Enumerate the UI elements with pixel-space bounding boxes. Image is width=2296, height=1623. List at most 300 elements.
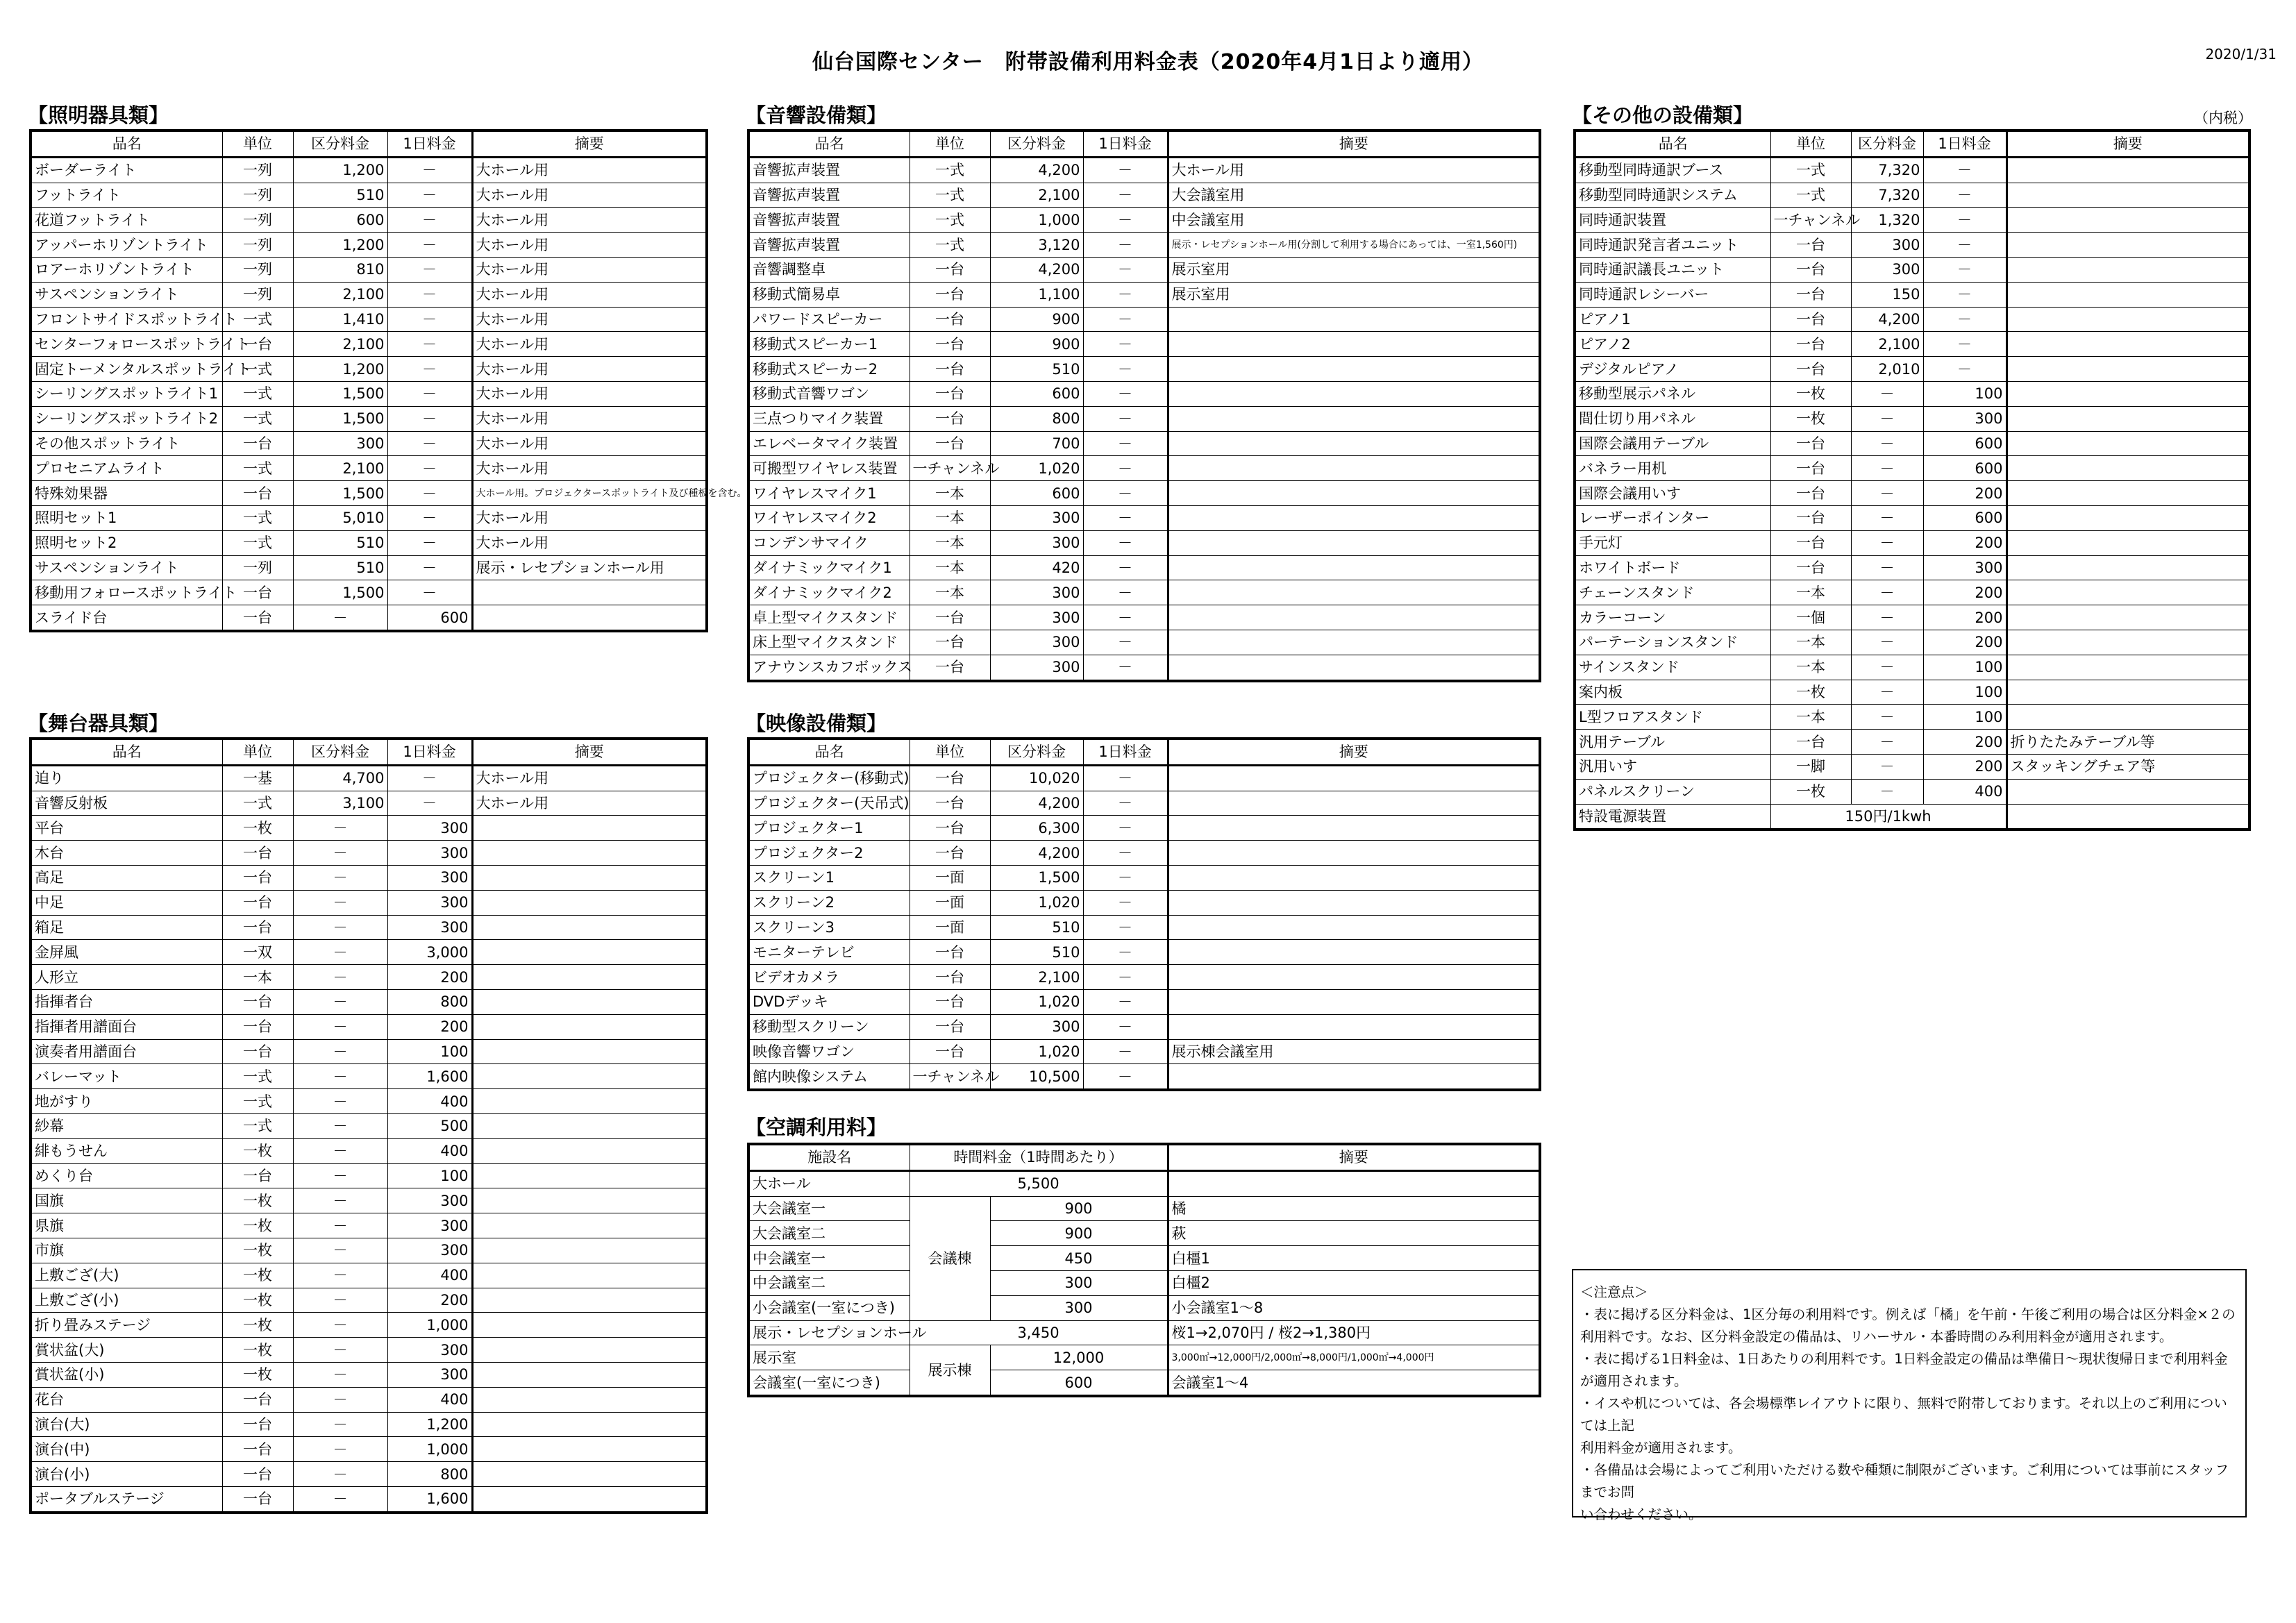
unit-cell: 一台 <box>910 989 990 1014</box>
item-name-cell: DVDデッキ <box>748 989 910 1014</box>
day-fee-cell: － <box>1923 282 2006 307</box>
table-row <box>748 1295 1540 1320</box>
table-row <box>31 307 707 332</box>
day-fee-cell: － <box>1083 915 1168 940</box>
unit-cell: 一台 <box>910 431 990 456</box>
notes-lines <box>1580 1304 2238 1526</box>
day-fee-cell: 300 <box>387 1338 472 1363</box>
unit-cell: 一式 <box>222 1113 293 1138</box>
day-fee-cell: － <box>1083 655 1168 680</box>
item-name-cell: 照明セット1 <box>31 505 222 530</box>
item-name-cell: 移動型展示パネル <box>1575 381 1770 406</box>
unit-cell: 一台 <box>1770 233 1851 258</box>
table-row <box>31 1089 707 1114</box>
facility-cell: 大会議室一 <box>748 1196 910 1221</box>
column-header: 摘要 <box>1168 1144 1540 1170</box>
sound-table <box>747 129 1541 682</box>
remarks-cell: 展示室用 <box>1168 282 1540 307</box>
table-row <box>748 791 1540 816</box>
unit-cell: 一台 <box>1770 307 1851 332</box>
remarks-cell: 展示・レセプションホール用(分割して利用する場合にあっては、一室1,560円) <box>1168 233 1540 258</box>
unit-cell: 一台 <box>222 580 293 605</box>
table-row <box>1575 754 2249 779</box>
unit-cell: 一個 <box>1770 605 1851 630</box>
item-name-cell: パーテーションスタンド <box>1575 630 1770 655</box>
column-header: 単位 <box>910 131 990 157</box>
day-fee-cell: 600 <box>1923 456 2006 481</box>
item-name-cell: 同時通訳装置 <box>1575 208 1770 233</box>
item-name-cell: 指揮者台 <box>31 989 222 1014</box>
day-fee-cell: － <box>1083 381 1168 406</box>
item-name-cell: 平台 <box>31 816 222 841</box>
column-header: 区分料金 <box>293 131 387 157</box>
unit-cell: 一台 <box>910 965 990 990</box>
table-row <box>1575 580 2249 605</box>
section-fee-cell: － <box>1851 779 1923 804</box>
column-header: 摘要 <box>2006 131 2249 157</box>
section-fee-cell: 2,100 <box>990 183 1083 208</box>
section-fee-cell: － <box>293 865 387 890</box>
remarks-cell <box>2006 456 2249 481</box>
unit-cell: 一台 <box>910 257 990 282</box>
sound-section-title: 【音響設備類】 <box>746 103 887 127</box>
day-fee-cell: 200 <box>387 965 472 990</box>
column-header: 1日料金 <box>1083 131 1168 157</box>
remarks-cell: 大ホール用 <box>472 183 707 208</box>
facility-cell: 中会議室二 <box>748 1270 910 1295</box>
item-name-cell: 移動式スピーカー1 <box>748 332 910 357</box>
unit-cell: 一台 <box>222 1412 293 1437</box>
unit-cell: 一台 <box>910 630 990 655</box>
day-fee-cell: 800 <box>387 989 472 1014</box>
table-header-row <box>748 739 1540 765</box>
table-row <box>1575 381 2249 406</box>
unit-cell: 一チャンネル <box>910 1064 990 1090</box>
section-fee-cell: － <box>293 1486 387 1512</box>
remarks-cell <box>1168 357 1540 382</box>
day-fee-cell: 300 <box>387 1213 472 1238</box>
remarks-cell <box>1168 381 1540 406</box>
document-date: 2020/1/31 <box>2205 46 2277 62</box>
day-fee-cell: － <box>1923 307 2006 332</box>
day-fee-cell: 400 <box>387 1263 472 1288</box>
day-fee-cell: 300 <box>1923 406 2006 431</box>
section-fee-cell: 300 <box>1851 257 1923 282</box>
day-fee-cell: － <box>387 431 472 456</box>
item-name-cell: 音響拡声装置 <box>748 208 910 233</box>
item-name-cell: 賞状盆(小) <box>31 1362 222 1387</box>
table-row <box>748 357 1540 382</box>
table-row <box>1575 307 2249 332</box>
table-row <box>748 505 1540 530</box>
unit-cell: 一台 <box>910 357 990 382</box>
day-fee-cell: － <box>1083 357 1168 382</box>
item-name-cell: 特殊効果器 <box>31 481 222 506</box>
remarks-cell <box>472 1163 707 1188</box>
table-row <box>748 630 1540 655</box>
table-row <box>31 555 707 580</box>
table-row <box>31 765 707 791</box>
section-fee-cell: － <box>293 1064 387 1089</box>
table-row <box>31 1486 707 1512</box>
building-cell: 展示棟 <box>910 1345 990 1396</box>
column-header: 単位 <box>222 739 293 765</box>
unit-cell: 一台 <box>910 605 990 630</box>
unit-cell: 一台 <box>910 791 990 816</box>
item-name-cell: 指揮者用譜面台 <box>31 1014 222 1039</box>
unit-cell: 一枚 <box>222 1238 293 1263</box>
column-header: 1日料金 <box>387 739 472 765</box>
column-header: 1日料金 <box>387 131 472 157</box>
column-header: 摘要 <box>1168 131 1540 157</box>
column-header: 1日料金 <box>1923 131 2006 157</box>
unit-cell: 一式 <box>222 406 293 431</box>
unit-cell: 一枚 <box>1770 381 1851 406</box>
section-fee-cell: 4,200 <box>990 257 1083 282</box>
remarks-cell <box>472 1263 707 1288</box>
facility-cell: 展示・レセプションホール <box>748 1320 910 1345</box>
table-row <box>31 1362 707 1387</box>
day-fee-cell: － <box>1923 157 2006 183</box>
table-row <box>31 1138 707 1163</box>
unit-cell: 一枚 <box>222 1313 293 1338</box>
table-row <box>748 431 1540 456</box>
remarks-cell <box>472 915 707 940</box>
remarks-cell <box>1168 456 1540 481</box>
unit-cell: 一台 <box>910 816 990 841</box>
day-fee-cell: 400 <box>387 1089 472 1114</box>
table-row <box>31 1163 707 1188</box>
table-row <box>1575 630 2249 655</box>
table-row <box>31 456 707 481</box>
unit-cell: 一枚 <box>222 816 293 841</box>
table-row <box>1575 705 2249 730</box>
remarks-cell: 大ホール用 <box>472 282 707 307</box>
item-name-cell: 映像音響ワゴン <box>748 1039 910 1064</box>
remarks-cell <box>2006 705 2249 730</box>
day-fee-cell: 200 <box>1923 630 2006 655</box>
remarks-cell <box>472 1387 707 1412</box>
item-name-cell: 移動式スピーカー2 <box>748 357 910 382</box>
section-fee-cell: 2,010 <box>1851 357 1923 382</box>
item-name-cell: ホワイトボード <box>1575 555 1770 580</box>
unit-cell: 一台 <box>222 1486 293 1512</box>
table-row <box>31 1213 707 1238</box>
section-fee-cell: － <box>293 890 387 915</box>
unit-cell: 一台 <box>910 940 990 965</box>
item-name-cell: スクリーン3 <box>748 915 910 940</box>
unit-cell: 一式 <box>222 791 293 816</box>
day-fee-cell: 400 <box>387 1138 472 1163</box>
remarks-cell <box>1168 965 1540 990</box>
unit-cell: 一台 <box>910 381 990 406</box>
unit-cell: 一本 <box>222 965 293 990</box>
table-row <box>31 890 707 915</box>
remarks-cell: 大ホール用 <box>472 233 707 258</box>
day-fee-cell: 400 <box>1923 779 2006 804</box>
item-name-cell: 花台 <box>31 1387 222 1412</box>
remarks-cell <box>472 1113 707 1138</box>
hourly-fee-cell: 300 <box>990 1295 1168 1320</box>
remarks-cell <box>2006 157 2249 183</box>
day-fee-cell: － <box>1083 307 1168 332</box>
table-row <box>31 431 707 456</box>
item-name-cell: アナウンスカフボックス <box>748 655 910 680</box>
table-row <box>1575 655 2249 680</box>
remarks-cell <box>472 1437 707 1462</box>
day-fee-cell: － <box>1083 865 1168 890</box>
item-name-cell: L型フロアスタンド <box>1575 705 1770 730</box>
day-fee-cell: － <box>1083 765 1168 791</box>
item-name-cell: ダイナミックマイク1 <box>748 555 910 580</box>
section-fee-cell: 1,500 <box>293 481 387 506</box>
table-row <box>31 505 707 530</box>
item-name-cell: 音響拡声装置 <box>748 233 910 258</box>
remarks-cell <box>2006 680 2249 705</box>
remarks-cell: 大ホール用 <box>472 791 707 816</box>
unit-cell: 一式 <box>222 1064 293 1089</box>
item-name-cell: シーリングスポットライト1 <box>31 381 222 406</box>
table-row <box>1575 605 2249 630</box>
unit-cell: 一台 <box>910 1039 990 1064</box>
section-fee-cell: 1,020 <box>990 989 1083 1014</box>
page-title: 仙台国際センター 附帯設備利用料金表（2020年4月1日より適用） <box>812 50 1484 74</box>
section-fee-cell: 1,020 <box>990 456 1083 481</box>
item-name-cell: 移動用フォロースポットライト <box>31 580 222 605</box>
hourly-fee-cell: 900 <box>990 1221 1168 1246</box>
section-fee-cell: 1,200 <box>293 233 387 258</box>
table-row <box>1575 282 2249 307</box>
remarks-cell <box>1168 580 1540 605</box>
item-name-cell: レーザーポインター <box>1575 505 1770 530</box>
day-fee-cell: 100 <box>1923 381 2006 406</box>
remarks-cell <box>472 1064 707 1089</box>
unit-cell: 一台 <box>222 1163 293 1188</box>
remarks-cell <box>1168 481 1540 506</box>
column-header: 区分料金 <box>990 131 1083 157</box>
remarks-cell <box>2006 332 2249 357</box>
unit-cell: 一台 <box>222 605 293 631</box>
remarks-cell: 大ホール用 <box>1168 157 1540 183</box>
unit-cell: 一式 <box>910 208 990 233</box>
section-fee-cell: － <box>293 1462 387 1487</box>
item-name-cell: スライド台 <box>31 605 222 631</box>
item-name-cell: センターフォロースポットライト <box>31 332 222 357</box>
section-fee-cell: 1,200 <box>293 157 387 183</box>
day-fee-cell: － <box>1083 890 1168 915</box>
unit-cell: 一枚 <box>222 1213 293 1238</box>
section-fee-cell: 150 <box>1851 282 1923 307</box>
notes-heading: ＜注意点＞ <box>1580 1284 1648 1300</box>
table-row <box>31 157 707 183</box>
table-row <box>31 841 707 866</box>
unit-cell: 一本 <box>1770 705 1851 730</box>
day-fee-cell: 1,200 <box>387 1412 472 1437</box>
remarks-cell: 大ホール用 <box>472 456 707 481</box>
column-header: 単位 <box>222 131 293 157</box>
day-fee-cell: 200 <box>387 1014 472 1039</box>
day-fee-cell: 300 <box>387 841 472 866</box>
section-fee-cell: － <box>293 1138 387 1163</box>
item-name-cell: 間仕切り用パネル <box>1575 406 1770 431</box>
section-fee-cell: － <box>293 1412 387 1437</box>
lighting-section-title: 【照明器具類】 <box>28 103 169 127</box>
remarks-cell <box>1168 791 1540 816</box>
unit-cell: 一式 <box>910 233 990 258</box>
remarks-cell <box>1168 655 1540 680</box>
section-fee-cell: － <box>293 1263 387 1288</box>
table-row <box>748 530 1540 555</box>
note-line: ・表に掲げる区分料金は、1区分毎の利用料です。例えば「橘」を午前・午後ご利用の場合は区分料金×２の <box>1580 1306 2236 1322</box>
remarks-cell: 小会議室1～8 <box>1168 1295 1540 1320</box>
item-name-cell: サスペンションライト <box>31 282 222 307</box>
remarks-cell: 大ホール用 <box>472 307 707 332</box>
section-fee-cell: 4,200 <box>990 157 1083 183</box>
item-name-cell: プロジェクター(天吊式) <box>748 791 910 816</box>
section-fee-cell: － <box>293 989 387 1014</box>
item-name-cell: 照明セット2 <box>31 530 222 555</box>
unit-cell: 一台 <box>1770 282 1851 307</box>
remarks-cell <box>2006 505 2249 530</box>
section-fee-cell: － <box>1851 381 1923 406</box>
day-fee-cell: － <box>1083 481 1168 506</box>
remarks-cell <box>1168 505 1540 530</box>
day-fee-cell: － <box>1083 1014 1168 1039</box>
remarks-cell: 大ホール用 <box>472 530 707 555</box>
item-name-cell: 館内映像システム <box>748 1064 910 1090</box>
day-fee-cell: － <box>387 183 472 208</box>
table-row <box>1575 505 2249 530</box>
item-name-cell: プロジェクター(移動式) <box>748 765 910 791</box>
section-fee-cell: 510 <box>990 940 1083 965</box>
unit-cell: 一台 <box>222 1039 293 1064</box>
table-row <box>31 406 707 431</box>
video-table <box>747 737 1541 1091</box>
day-fee-cell: 1,000 <box>387 1313 472 1338</box>
item-name-cell: 案内板 <box>1575 680 1770 705</box>
table-row <box>748 1246 1540 1271</box>
section-fee-cell: － <box>1851 555 1923 580</box>
table-row <box>748 233 1540 258</box>
table-row <box>1575 183 2249 208</box>
table-row <box>31 1412 707 1437</box>
remarks-cell <box>472 1288 707 1313</box>
day-fee-cell: 300 <box>387 915 472 940</box>
section-fee-cell: 7,320 <box>1851 157 1923 183</box>
item-name-cell: 移動型スクリーン <box>748 1014 910 1039</box>
item-name-cell: 緋もうせん <box>31 1138 222 1163</box>
day-fee-cell: 300 <box>387 816 472 841</box>
column-header: 単位 <box>1770 131 1851 157</box>
day-fee-cell: － <box>1083 505 1168 530</box>
unit-cell: 一枚 <box>1770 680 1851 705</box>
section-fee-cell: 300 <box>990 580 1083 605</box>
unit-cell: 一面 <box>910 915 990 940</box>
table-row <box>31 940 707 965</box>
section-fee-cell: － <box>1851 754 1923 779</box>
unit-cell: 一台 <box>910 307 990 332</box>
unit-cell: 一枚 <box>1770 406 1851 431</box>
unit-cell: 一式 <box>222 1089 293 1114</box>
unit-cell: 一台 <box>222 431 293 456</box>
remarks-cell: 白橿2 <box>1168 1270 1540 1295</box>
table-row <box>748 989 1540 1014</box>
table-row <box>31 183 707 208</box>
table-row <box>31 381 707 406</box>
section-fee-cell: － <box>293 1014 387 1039</box>
unit-cell: 一台 <box>222 1387 293 1412</box>
day-fee-cell: － <box>1923 332 2006 357</box>
unit-cell: 一本 <box>1770 655 1851 680</box>
unit-cell: 一台 <box>910 282 990 307</box>
remarks-cell <box>472 816 707 841</box>
stage-section-title: 【舞台器具類】 <box>28 712 169 735</box>
table-row <box>748 208 1540 233</box>
item-name-cell: 移動式簡易卓 <box>748 282 910 307</box>
remarks-cell <box>472 1338 707 1363</box>
unit-cell: 一台 <box>222 865 293 890</box>
day-fee-cell: 200 <box>1923 730 2006 755</box>
section-fee-cell: － <box>293 1163 387 1188</box>
remarks-cell <box>2006 233 2249 258</box>
remarks-cell <box>2006 605 2249 630</box>
section-fee-cell: － <box>1851 630 1923 655</box>
table-row <box>31 208 707 233</box>
facility-cell: 小会議室(一室につき) <box>748 1295 910 1320</box>
table-row <box>748 1039 1540 1064</box>
day-fee-cell: － <box>387 257 472 282</box>
remarks-cell <box>1168 940 1540 965</box>
day-fee-cell: 200 <box>1923 754 2006 779</box>
section-fee-cell: 300 <box>990 530 1083 555</box>
item-name-cell: 国際会議用いす <box>1575 481 1770 506</box>
section-fee-cell: － <box>293 1387 387 1412</box>
remarks-cell <box>1168 989 1540 1014</box>
unit-cell: 一式 <box>1770 157 1851 183</box>
remarks-cell <box>472 1412 707 1437</box>
remarks-cell <box>2006 307 2249 332</box>
remarks-cell <box>472 841 707 866</box>
facility-cell: 中会議室一 <box>748 1246 910 1271</box>
section-fee-cell: － <box>293 1338 387 1363</box>
item-name-cell: 演台(中) <box>31 1437 222 1462</box>
section-fee-cell: 1,320 <box>1851 208 1923 233</box>
remarks-cell: 大ホール用 <box>472 357 707 382</box>
item-name-cell: シーリングスポットライト2 <box>31 406 222 431</box>
remarks-cell <box>472 1486 707 1512</box>
item-name-cell: その他スポットライト <box>31 431 222 456</box>
table-row <box>1575 779 2249 804</box>
day-fee-cell: 300 <box>387 1188 472 1213</box>
item-name-cell: フットライト <box>31 183 222 208</box>
table-row <box>748 1370 1540 1396</box>
section-fee-cell: 510 <box>293 530 387 555</box>
table-row <box>1575 530 2249 555</box>
item-name-cell: フロントサイドスポットライト <box>31 307 222 332</box>
section-fee-cell: － <box>1851 431 1923 456</box>
section-fee-cell: － <box>293 1288 387 1313</box>
section-fee-cell: － <box>293 1213 387 1238</box>
section-fee-cell: 2,100 <box>293 282 387 307</box>
section-fee-cell: 900 <box>990 332 1083 357</box>
table-row <box>31 233 707 258</box>
day-fee-cell: － <box>1083 233 1168 258</box>
unit-cell: 一台 <box>222 481 293 506</box>
aircon-table <box>747 1143 1541 1397</box>
table-row <box>748 257 1540 282</box>
table-row <box>748 157 1540 183</box>
table-row <box>1575 680 2249 705</box>
